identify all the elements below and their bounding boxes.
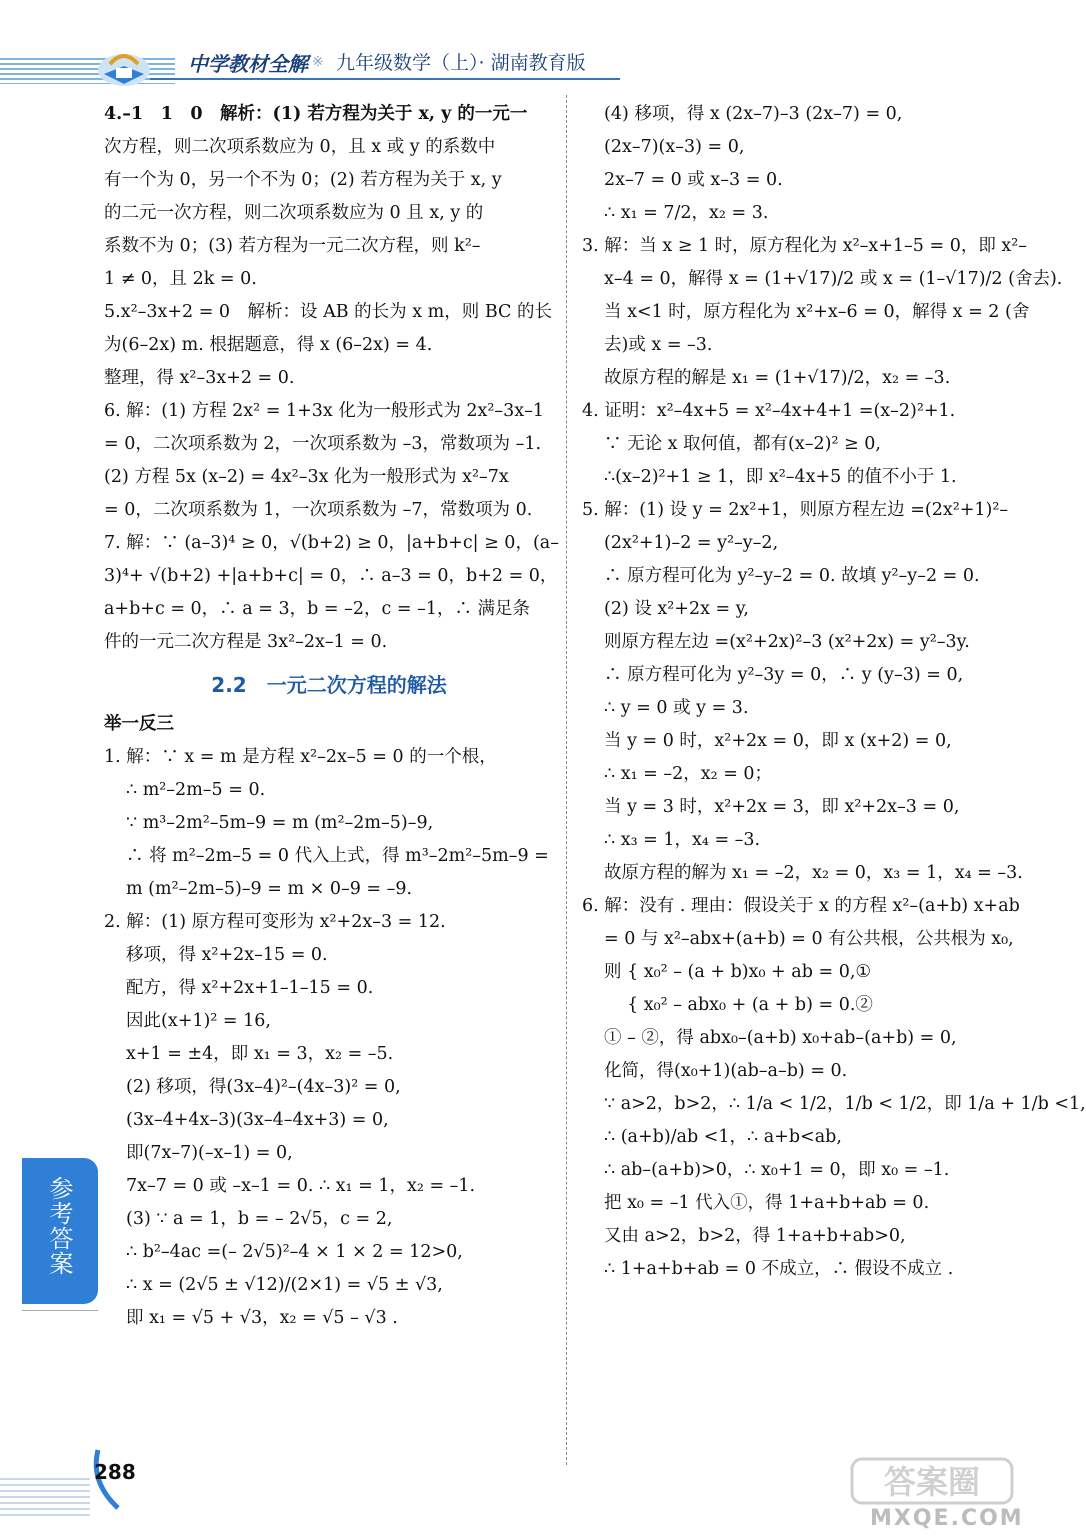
answer-line: ∵ a>2，b>2，∴ 1/a < 1/2，1/b < 1/2，即 1/a + 1/b <1,: [604, 1094, 1086, 1114]
answer-line: (2) 移项，得(3x–4)²–(4x–3)² = 0,: [126, 1077, 401, 1097]
answer-line: 把 x₀ = –1 代入①，得 1+a+b+ab = 0.: [604, 1193, 930, 1213]
answer-line: 4.–1 1 0 解析：(1) 若方程为关于 x, y 的一元一: [104, 104, 528, 124]
answer-line: (2) 设 x²+2x = y,: [604, 599, 749, 619]
answer-line: 的二元一次方程，则二次项系数应为 0 且 x, y 的: [104, 203, 484, 223]
answer-line: ∴ x₁ = –2，x₂ = 0；: [604, 764, 773, 784]
answer-line: 2. 解：(1) 原方程可变形为 x²+2x–3 = 12.: [104, 912, 446, 932]
answer-line: x–4 = 0，解得 x = (1+√17)/2 或 x = (1–√17)/2 (舍去).: [604, 269, 1063, 289]
side-tab-rule: [22, 1310, 98, 1311]
subsection-title: 举一反三: [104, 714, 174, 734]
right-column: [582, 98, 1086, 1286]
answer-line: = 0，二次项系数为 2，一次项系数为 –3，常数项为 –1.: [104, 434, 542, 454]
answer-line: 配方，得 x²+2x+1–1–15 = 0.: [126, 978, 374, 998]
answer-line: 4. 证明：x²–4x+5 = x²–4x+4+1 =(x–2)²+1.: [582, 401, 956, 421]
answer-line: x+1 = ±4，即 x₁ = 3，x₂ = –5.: [126, 1044, 394, 1064]
answer-line: 移项，得 x²+2x–15 = 0.: [126, 945, 328, 965]
answer-line: 当 y = 3 时，x²+2x = 3，即 x²+2x–3 = 0,: [604, 797, 960, 817]
answer-line: ∵ 无论 x 取何值，都有(x–2)² ≥ 0,: [604, 434, 881, 454]
footer-stripes: [0, 1478, 90, 1518]
answer-line: 为(6–2x) m. 根据题意，得 x (6–2x) = 4.: [104, 335, 433, 355]
answer-line: 当 x<1 时，原方程化为 x²+x–6 = 0，解得 x = 2 (舍: [604, 302, 1030, 322]
book-logo-icon: [96, 44, 152, 90]
section-title: 2.2 一元二次方程的解法: [211, 673, 447, 697]
answer-line: 则 { x₀² – (a + b)x₀ + ab = 0,①: [604, 962, 872, 982]
answer-line: ∴ ab–(a+b)>0，∴ x₀+1 = 0，即 x₀ = –1.: [604, 1160, 950, 1180]
answer-line: { x₀² – abx₀ + (a + b) = 0.②: [604, 995, 873, 1015]
answer-line: 6. 解：(1) 方程 2x² = 1+3x 化为一般形式为 2x²–3x–1: [104, 401, 545, 421]
answer-line: ∴ (a+b)/ab <1，∴ a+b<ab,: [604, 1127, 842, 1147]
answer-line: 即(7x–7)(–x–1) = 0,: [126, 1143, 293, 1163]
answer-line: 3)⁴+ √(b+2) +|a+b+c| = 0，∴ a–3 = 0，b+2 = 0，: [104, 566, 558, 586]
answer-line: (3x–4+4x–3)(3x–4–4x+3) = 0,: [126, 1110, 389, 1130]
answer-line: (2) 方程 5x (x–2) = 4x²–3x 化为一般形式为 x²–7x: [104, 467, 509, 487]
answer-line: 即 x₁ = √5 + √3，x₂ = √5 – √3 .: [126, 1308, 398, 1328]
answer-line: 2x–7 = 0 或 x–3 = 0.: [604, 170, 783, 190]
answer-line: 系数不为 0；(3) 若方程为一元二次方程，则 k²–: [104, 236, 481, 256]
answer-line: 故原方程的解是 x₁ = (1+√17)/2，x₂ = –3.: [604, 368, 951, 388]
answer-line: 3. 解：当 x ≥ 1 时，原方程化为 x²–x+1–5 = 0，即 x²–: [582, 236, 1028, 256]
answer-line: (4) 移项，得 x (2x–7)–3 (2x–7) = 0,: [604, 104, 903, 124]
watermark-url: MXQE.COM: [870, 1506, 1024, 1531]
answer-line: ∴ 原方程可化为 y²–y–2 = 0. 故填 y²–y–2 = 0.: [604, 566, 980, 586]
answer-line: ∴ 原方程可化为 y²–3y = 0，∴ y (y–3) = 0,: [604, 665, 964, 685]
answer-line: (2x²+1)–2 = y²–y–2,: [604, 533, 779, 553]
answer-line: 化简，得(x₀+1)(ab–a–b) = 0.: [604, 1061, 848, 1081]
answer-line: 次方程，则二次项系数应为 0，且 x 或 y 的系数中: [104, 137, 496, 157]
book-title: 中学教材全解: [188, 52, 308, 76]
answer-line: 则原方程左边 =(x²+2x)²–3 (x²+2x) = y²–3y.: [604, 632, 970, 652]
answer-line: ∴ x = (2√5 ± √12)/(2×1) = √5 ± √3,: [126, 1275, 443, 1295]
header-separator: ※: [312, 54, 324, 70]
header-rule: [150, 78, 620, 80]
answer-line: (3) ∵ a = 1，b = – 2√5，c = 2,: [126, 1209, 393, 1229]
answer-line: ∵ m³–2m²–5m–9 = m (m²–2m–5)–9,: [126, 813, 434, 833]
answer-line: 去)或 x = –3.: [604, 335, 713, 355]
answer-line: m (m²–2m–5)–9 = m × 0–9 = –9.: [126, 879, 413, 899]
answer-line: 5. 解：(1) 设 y = 2x²+1，则原方程左边 =(2x²+1)²–: [582, 500, 1009, 520]
column-divider: [566, 95, 567, 1465]
answer-line: 故原方程的解为 x₁ = –2，x₂ = 0，x₃ = 1，x₄ = –3.: [604, 863, 1023, 883]
answer-line: ∴ 1+a+b+ab = 0 不成立，∴ 假设不成立 .: [604, 1259, 954, 1279]
answer-line: 5.x²–3x+2 = 0 解析：设 AB 的长为 x m，则 BC 的长: [104, 302, 552, 322]
answer-line: ∴ x₃ = 1，x₄ = –3.: [604, 830, 761, 850]
left-column: [104, 98, 559, 1335]
answer-line: ∴ x₁ = 7/2，x₂ = 3.: [604, 203, 769, 223]
answer-line: 1 ≠ 0，且 2k = 0.: [104, 269, 257, 289]
page-header: [0, 0, 1025, 96]
answer-line: = 0 与 x²–abx+(a+b) = 0 有公共根，公共根为 x₀,: [604, 929, 1014, 949]
side-tab-label: 参考答案: [45, 1176, 73, 1276]
answer-line: = 0，二次项系数为 1，一次项系数为 –7，常数项为 0.: [104, 500, 533, 520]
answer-line: 有一个为 0，另一个不为 0；(2) 若方程为关于 x, y: [104, 170, 502, 190]
answer-line: ① – ②，得 abx₀–(a+b) x₀+ab–(a+b) = 0,: [604, 1028, 957, 1048]
page-number: 288: [94, 1460, 136, 1484]
answer-line: 1. 解：∵ x = m 是方程 x²–2x–5 = 0 的一个根，: [104, 747, 497, 767]
answer-line: ∴ y = 0 或 y = 3.: [604, 698, 749, 718]
answer-line: ∴ b²–4ac =(– 2√5)²–4 × 1 × 2 = 12>0,: [126, 1242, 463, 1262]
watermark-logo-text: 答案圈: [883, 1463, 981, 1501]
book-subtitle: 九年级数学（上）· 湖南教育版: [336, 52, 586, 74]
answer-line: ∴ m²–2m–5 = 0.: [126, 780, 266, 800]
answer-line: 整理，得 x²–3x+2 = 0.: [104, 368, 295, 388]
answer-line: (2x–7)(x–3) = 0,: [604, 137, 745, 157]
answer-line: 6. 解：没有 . 理由：假设关于 x 的方程 x²–(a+b) x+ab: [582, 896, 1020, 916]
answer-line: 当 y = 0 时，x²+2x = 0，即 x (x+2) = 0,: [604, 731, 952, 751]
answer-line: ∴ 将 m²–2m–5 = 0 代入上式，得 m³–2m²–5m–9 =: [126, 846, 549, 866]
answer-line: a+b+c = 0，∴ a = 3，b = –2，c = –1，∴ 满足条: [104, 599, 531, 619]
answer-line: 因此(x+1)² = 16,: [126, 1011, 271, 1031]
answer-line: 又由 a>2，b>2，得 1+a+b+ab>0,: [604, 1226, 906, 1246]
answer-line: ∴(x–2)²+1 ≥ 1，即 x²–4x+5 的值不小于 1.: [604, 467, 957, 487]
answer-line: 件的一元二次方程是 3x²–2x–1 = 0.: [104, 632, 388, 652]
answer-line: 7x–7 = 0 或 –x–1 = 0. ∴ x₁ = 1，x₂ = –1.: [126, 1176, 476, 1196]
answer-line: 7. 解：∵ (a–3)⁴ ≥ 0，√(b+2) ≥ 0，|a+b+c| ≥ 0，(a–: [104, 533, 559, 553]
